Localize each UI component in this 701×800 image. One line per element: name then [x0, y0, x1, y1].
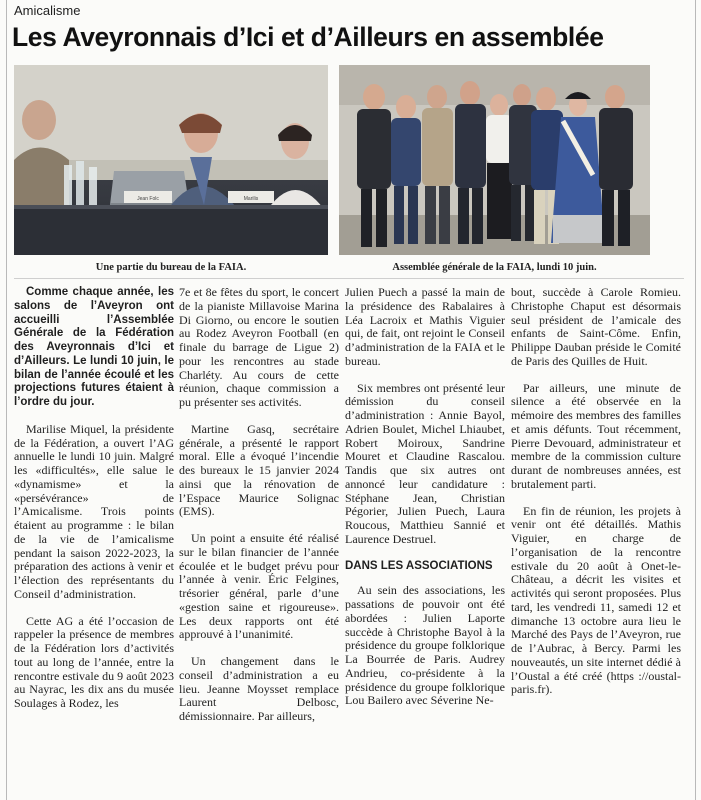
section-rubric: Amicalisme: [14, 3, 81, 18]
article-column-4: [511, 286, 681, 697]
paragraph: Un point a ensuite été réalisé sur le bilan financier de l’année écoulée et le budget prévu pour l’année à venir. Éric Felgines, trésorier général, parle d’une «gestion saine et rigoureuse». Les deux rapports ont été approuvé à l’unanimité.: [179, 531, 339, 642]
paragraph: Julien Puech a passé la main de la présidence des Rabalaires à Léa Lacroix et Mathis Viguier qui, de fait, ont rejoint le Conseil d’administration de la FAIA et le bureau.: [345, 285, 505, 368]
paragraph: Martine Gasq, secrétaire générale, a présenté le rapport moral. Elle a évoqué l’incendie des bureaux le 15 janvier 2024 ainsi que la rénovation de l’Espace Maurice Solignac (EMS).: [179, 421, 339, 519]
paragraph: bout, succède à Carole Romieu. Christophe Chaput est désormais seul président de l’amicale des enfants de Saint-Côme. Enfin, Philippe Dauban préside le Comité de Paris des Quilles de Huit.: [511, 285, 681, 368]
photo-bureau-illustration: [14, 65, 328, 255]
article-column-1: [14, 286, 174, 711]
paragraph: En fin de réunion, les projets à venir ont été détaillés. Mathis Viguier, en charge de l’organisation de la rencontre estivale du 20 août à Onet-le-Château, a décrit les visites et activités qui seront proposées. Plus tard, les vendredi 11, samedi 12 et dimanche 13 octobre aura lieu le Marché des Pays de l’Aveyron, rue de l’Aubrac, à Bercy. Parmi les nouveautés, un site internet dédié à l’Oustal a été créé (https ://oustal-paris.fr).: [511, 503, 681, 697]
photo-assembly-group: [339, 65, 650, 255]
caption-bureau: Une partie du bureau de la FAIA.: [95, 262, 247, 273]
nameplate-2: Marilis: [243, 196, 259, 202]
paragraph: Marilise Miquel, la présidente de la Fédération, a ouvert l’AG annuelle le lundi 10 juin. Malgré les «difficultés», elle salue le «dynamisme» et la «persévérance» de l’Amicalisme. Trois points étaient au programme : le bilan de la vie de l’amicalisme pendant la saison 2022-2023, la préparation des actions à venir et l’élection des représentants du Conseil d’administration.: [14, 421, 174, 601]
caption-assembly: Assemblée générale de la FAIA, lundi 10 juin.: [392, 262, 597, 273]
article-headline: Les Aveyronnais d’Ici et d’Ailleurs en assemblée: [12, 22, 604, 52]
paragraph: 7e et 8e fêtes du sport, le concert de la pianiste Millavoise Marina Di Giorno, ou encore le soutien au Rodez Aveyron Football (en finale du barrage de Ligue 2) pour les rencontres au stade Charléty. Au cours de cette réunion, chaque commission a pu présenter ses activités.: [179, 285, 339, 409]
paragraph: Au sein des associations, les passations de pouvoir ont été abordées : Julien Laporte succède à Christophe Bayol à la présidence du groupe folklorique La Bourrée de Paris. Audrey Andrieu, co-présidente à la présidence du groupe folklorique Lou Bailero avec Séverine Ne-: [345, 583, 505, 708]
nameplate-1: Jean Folc: [137, 196, 159, 202]
article-column-3: [345, 286, 505, 708]
caption-divider: [14, 278, 684, 279]
photo-bureau: [14, 65, 328, 255]
paragraph: Cette AG a été l’occasion de rappeler la présence de membres de la Fédération lors d’activités tout au long de l’année, entre la rencontre estivale du 9 août 2023 au Nayrac, les dix ans du musée Soulages à Rodez, les: [14, 613, 174, 710]
paragraph: Six membres ont présenté leur démission du conseil d’administration : Annie Bayol, Adrien Boulet, Michel Lhiaubet, Robert Moiroux, Sandrine Mouret et Claudine Rascalou. Tandis que six autres ont annoncé leur candidature : Stéphane Jean, Christian Pégorier, Julien Puech, Laura Roucous, Matthieu Sannié et Laurence Destruel.: [345, 380, 505, 546]
article-lead: Comme chaque année, les salons de l’Aveyron ont accueilli l’Assemblée Générale de la Fédération des Aveyronnais d’Ici et d’Ailleurs. Le lundi 10 juin, le bilan de l’année écoulé et les projections futures étaient à l’ordre du jour.: [14, 286, 174, 408]
column-rule-right: [695, 0, 696, 800]
section-subheading: DANS LES ASSOCIATIONS: [345, 559, 493, 572]
paragraph: Par ailleurs, une minute de silence a été observée en la mémoire des membres des familles et amis défunts. Tout récemment, Pierre Devouard, administrateur et membre de la commission culture durant de nombreuses années, est brutalement parti.: [511, 380, 681, 491]
column-rule-left: [6, 0, 7, 800]
photo-assembly-illustration: [339, 65, 650, 255]
paragraph: Un changement dans le conseil d’administration a eu lieu. Jeanne Moysset remplace Laurent Delbosc, démissionnaire. Par ailleurs,: [179, 654, 339, 723]
article-column-2: [179, 286, 339, 724]
